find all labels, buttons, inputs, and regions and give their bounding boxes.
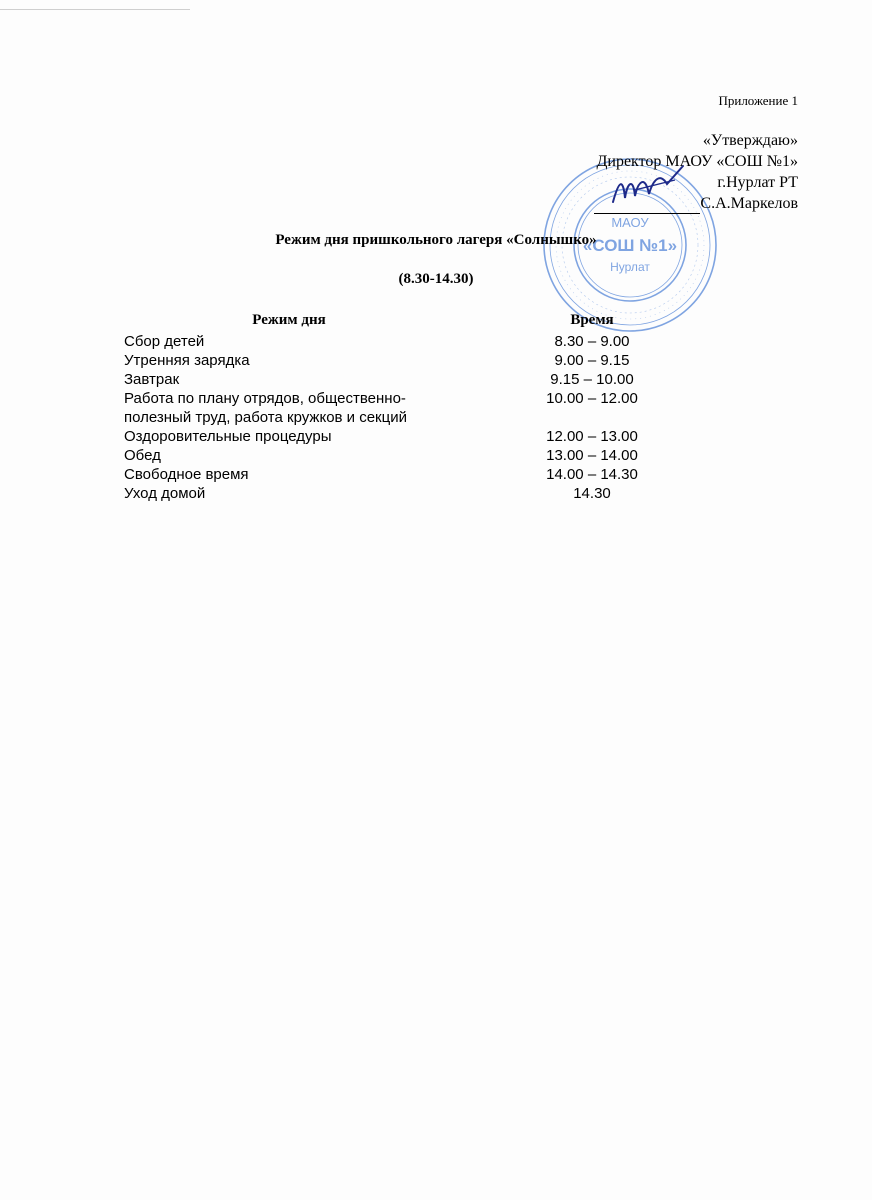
time-cell: 14.00 – 14.30 (546, 466, 638, 483)
time-cell: 14.30 (573, 485, 611, 502)
activity-line: Уход домой (124, 485, 206, 502)
signature-row (594, 193, 798, 214)
signature-line (594, 199, 700, 214)
table-row (124, 446, 724, 465)
approval-city: г.Нурлат РТ (717, 174, 798, 191)
header-activity: Режим дня (252, 312, 326, 328)
schedule-rows (124, 332, 724, 503)
table-row (124, 484, 724, 503)
time-cell: 10.00 – 12.00 (546, 390, 638, 407)
table-row (124, 389, 724, 427)
schedule-table (124, 312, 724, 503)
activity-line: Завтрак (124, 371, 180, 388)
time-cell: 9.15 – 10.00 (550, 371, 634, 388)
approval-title: «Утверждаю» (702, 132, 798, 149)
approval-block (594, 130, 798, 214)
activity-cell (124, 389, 454, 427)
approval-position: Директор МАОУ «СОШ №1» (596, 153, 798, 170)
activity-cell (124, 446, 454, 465)
stamp-top-text: МАОУ (611, 215, 649, 230)
activity-line: Утренняя зарядка (124, 352, 250, 369)
stamp-bottom-text: Нурлат (610, 260, 650, 274)
activity-line: Оздоровительные процедуры (124, 428, 332, 445)
table-row (124, 427, 724, 446)
document-title: Режим дня пришкольного лагеря «Солнышко» (275, 232, 597, 248)
activity-cell (124, 351, 454, 370)
activity-line: Работа по плану отрядов, общественно- (124, 390, 406, 407)
activity-line: Обед (124, 447, 161, 464)
table-row (124, 465, 724, 484)
header-time: Время (570, 312, 614, 328)
signatory-name: С.А.Маркелов (700, 195, 798, 212)
schedule-header (124, 312, 724, 332)
appendix-label: Приложение 1 (718, 93, 798, 108)
activity-line: полезный труд, работа кружков и секций (124, 409, 407, 426)
scan-edge-line (0, 9, 190, 10)
table-row (124, 332, 724, 351)
activity-line: Сбор детей (124, 333, 205, 350)
time-cell: 8.30 – 9.00 (554, 333, 630, 350)
activity-cell (124, 427, 454, 446)
time-cell: 9.00 – 9.15 (554, 352, 630, 369)
time-cell: 13.00 – 14.00 (546, 447, 638, 464)
activity-line: Свободное время (124, 466, 249, 483)
activity-cell (124, 332, 454, 351)
activity-cell (124, 465, 454, 484)
activity-cell (124, 370, 454, 389)
activity-cell (124, 484, 454, 503)
document-subtitle: (8.30-14.30) (398, 271, 474, 287)
table-row (124, 351, 724, 370)
stamp-center-text: «СОШ №1» (582, 236, 678, 255)
time-cell: 12.00 – 13.00 (546, 428, 638, 445)
table-row (124, 370, 724, 389)
